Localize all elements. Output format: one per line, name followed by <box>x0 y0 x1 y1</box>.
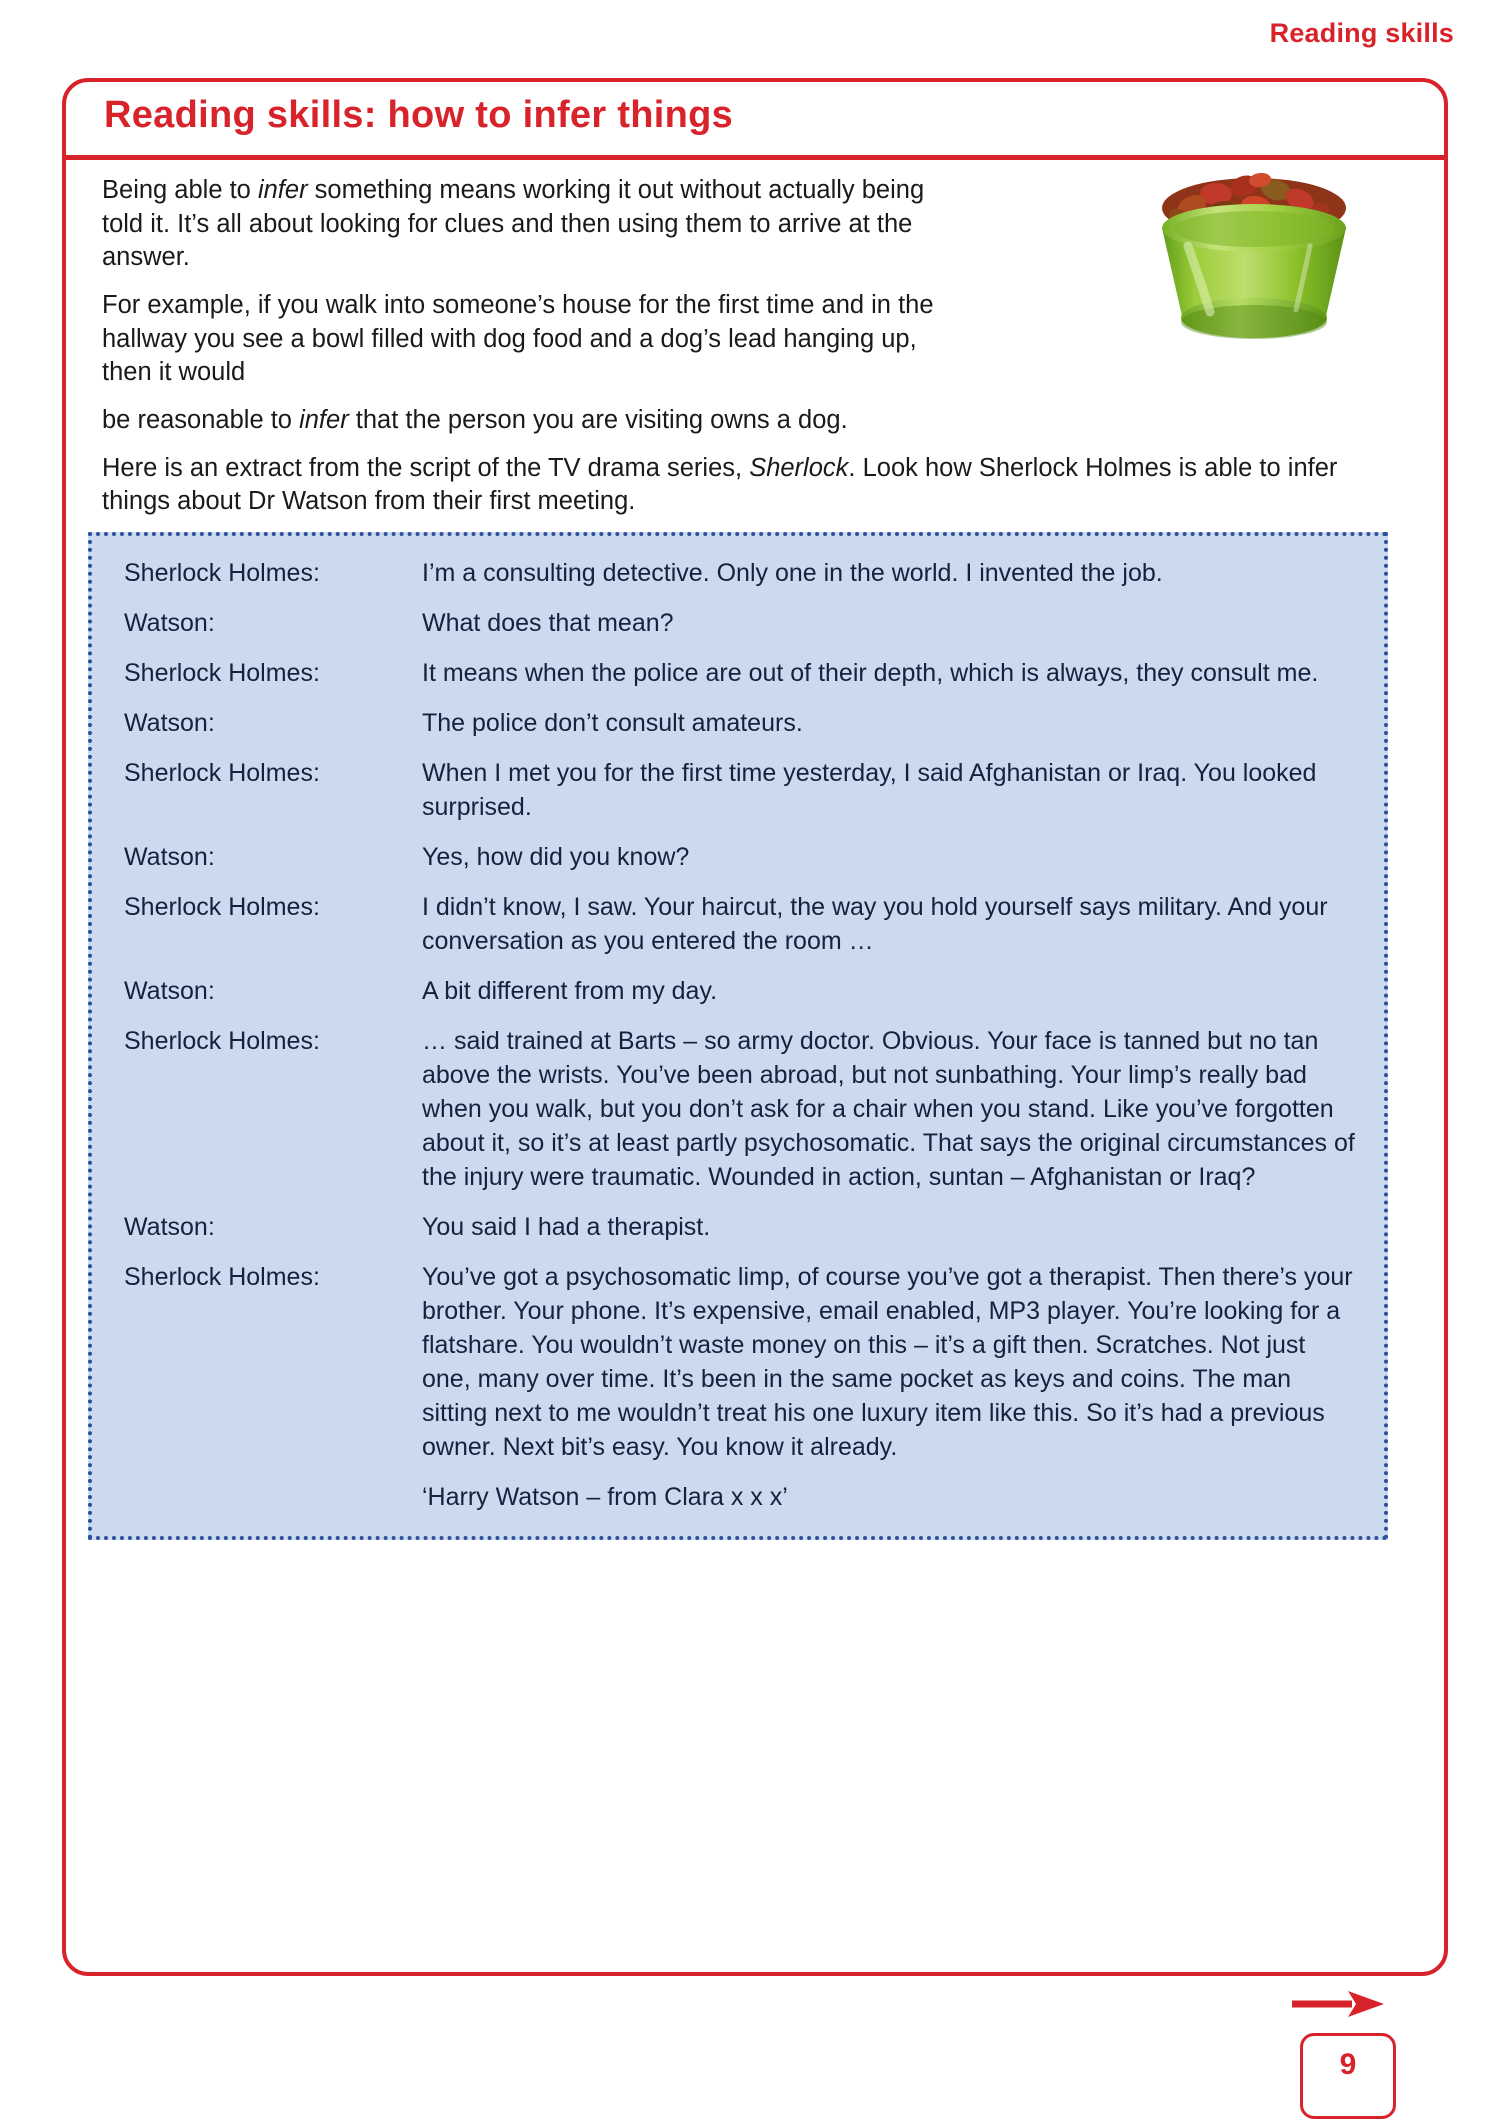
script-speaker: Sherlock Holmes: <box>124 559 320 587</box>
script-speech: I didn’t know, I saw. Your haircut, the way you hold yourself says military. And your conversation as you entered the room … <box>422 893 1328 955</box>
page-frame <box>62 78 1448 1976</box>
script-speaker: Sherlock Holmes: <box>124 1263 320 1291</box>
intro-paragraph-2 <box>102 289 957 390</box>
script-line <box>118 556 1358 590</box>
script-line <box>118 706 1358 740</box>
script-line <box>118 1480 1358 1514</box>
script-line <box>118 756 1358 824</box>
script-speech: You’ve got a psychosomatic limp, of course you’ve got a therapist. Then there’s your brother. Your phone. It’s expensive, email enabled, MP3 player. You’re looking for a flatshare. You wouldn’t waste money on this – it’s a gift then. Scratches. Not just one, many over time. It’s been in the same pocket as keys and coins. The man sitting next to me wouldn’t treat his one luxury item like this. So it’s had a previous owner. Next bit’s easy. You know it already. <box>422 1263 1353 1461</box>
intro-p2-text: For example, if you walk into someone’s house for the first time and in the hallway you see a bowl filled with dog food and a dog’s lead hanging up, then it would <box>102 290 934 387</box>
script-speech: When I met you for the first time yesterday, I said Afghanistan or Iraq. You looked surprised. <box>422 759 1317 821</box>
script-speech: The police don’t consult amateurs. <box>422 709 803 737</box>
script-speaker: Watson: <box>124 1213 215 1241</box>
script-speech: … said trained at Barts – so army doctor. Obvious. Your face is tanned but no tan above the wrists. You’ve been abroad, but not sunbathing. Your limp’s really bad when you walk, but you don’t ask for a chair when you stand. Like you’ve forgotten about it, so it’s at least partly psychosomatic. That says the original circumstances of the injury were traumatic. Wounded in action, suntan – Afghanistan or Iraq? <box>422 1027 1355 1191</box>
script-line <box>118 606 1358 640</box>
script-speaker: Sherlock Holmes: <box>124 659 320 687</box>
intro-p1-rest: something means working it out without actually being told it. It’s all about looking for clues and then using them to arrive at the answer. <box>102 176 925 272</box>
script-line <box>118 1210 1358 1244</box>
script-speech: A bit different from my day. <box>422 977 718 1005</box>
next-page-arrow-icon[interactable] <box>1290 1989 1386 2019</box>
script-speech: Yes, how did you know? <box>422 843 690 871</box>
script-line <box>118 1260 1358 1464</box>
script-speech: ‘Harry Watson – from Clara x x x’ <box>422 1483 788 1511</box>
script-speaker: Watson: <box>124 709 215 737</box>
script-speaker: Sherlock Holmes: <box>124 1027 320 1055</box>
script-speech: It means when the police are out of their depth, which is always, they consult me. <box>422 659 1319 687</box>
page-content <box>66 160 1444 1972</box>
script-speaker: Sherlock Holmes: <box>124 893 320 921</box>
intro-paragraph-3 <box>102 404 1402 438</box>
running-head: Reading skills <box>1269 18 1454 48</box>
intro-p4-rest: . Look how Sherlock Holmes is able to infer things about Dr Watson from their first meeting. <box>102 453 1338 516</box>
page-title-prefix: Reading skills: <box>104 94 388 136</box>
intro-paragraph-1 <box>102 174 957 275</box>
intro-p4-lead: Here is an extract from the script of the TV drama series, <box>102 453 750 482</box>
page-number: 9 <box>1339 2048 1357 2081</box>
page-title <box>104 94 733 137</box>
script-speaker: Sherlock Holmes: <box>124 759 320 787</box>
heading-bar <box>66 82 1444 160</box>
intro-p3-lead: be reasonable to <box>102 405 300 434</box>
script-speech: You said I had a therapist. <box>422 1213 711 1241</box>
intro-p3-emphasis: infer <box>299 405 349 434</box>
script-line <box>118 1024 1358 1194</box>
page-title-suffix: how to infer things <box>387 94 734 136</box>
intro-p3-rest: that the person you are visiting owns a dog. <box>348 405 848 434</box>
script-speaker: Watson: <box>124 609 215 637</box>
script-line <box>118 890 1358 958</box>
script-speaker: Watson: <box>124 977 215 1005</box>
intro-p1-emphasis: infer <box>257 176 308 204</box>
intro-text <box>102 174 1412 533</box>
intro-p4-emphasis: Sherlock <box>749 453 849 482</box>
script-extract-box <box>88 532 1388 1540</box>
intro-p1-lead: Being able to <box>102 176 258 204</box>
script-speech: What does that mean? <box>422 609 674 637</box>
script-line <box>118 840 1358 874</box>
intro-paragraph-4 <box>102 452 1402 519</box>
script-speaker: Watson: <box>124 843 215 871</box>
script-line <box>118 656 1358 690</box>
page-number-box <box>1300 2033 1396 2119</box>
script-speech: I’m a consulting detective. Only one in the world. I invented the job. <box>422 559 1163 587</box>
script-line <box>118 974 1358 1008</box>
